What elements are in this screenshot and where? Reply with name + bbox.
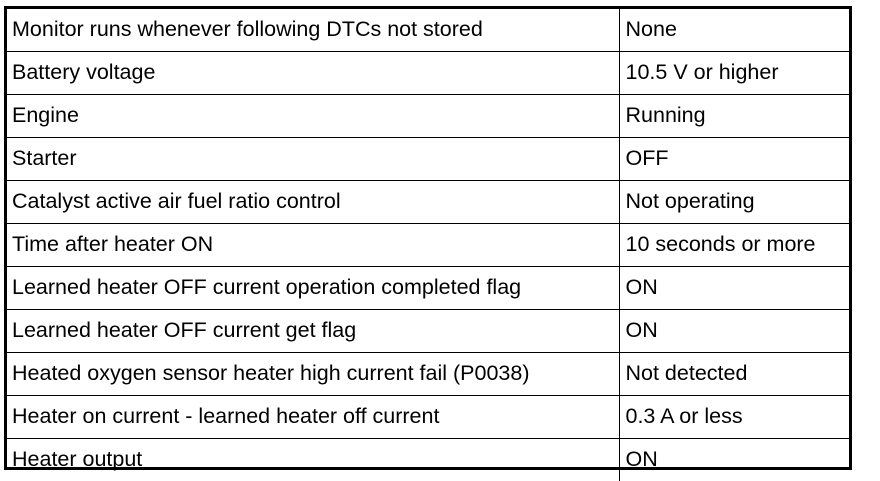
value-cell: Running — [619, 95, 849, 138]
condition-cell: Heater on current - learned heater off current — [7, 396, 619, 439]
value-cell: OFF — [619, 138, 849, 181]
value-cell: ON — [619, 267, 849, 310]
table-row — [7, 310, 849, 353]
table-row — [7, 9, 849, 52]
value-cell: 10 seconds or more — [619, 224, 849, 267]
value-cell: ON — [619, 439, 849, 481]
condition-cell: Time after heater ON — [7, 224, 619, 267]
conditions-table — [4, 6, 852, 470]
table-row — [7, 224, 849, 267]
condition-cell: Engine — [7, 95, 619, 138]
table-row — [7, 52, 849, 95]
table-row — [7, 138, 849, 181]
condition-cell: Heater output — [7, 439, 619, 481]
value-cell: Not detected — [619, 353, 849, 396]
table-row — [7, 396, 849, 439]
condition-cell: Catalyst active air fuel ratio control — [7, 181, 619, 224]
table-row — [7, 353, 849, 396]
condition-cell: Learned heater OFF current operation completed flag — [7, 267, 619, 310]
value-cell: None — [619, 9, 849, 52]
conditions-table-grid — [7, 9, 849, 481]
table-row — [7, 181, 849, 224]
table-row — [7, 267, 849, 310]
value-cell: 0.3 A or less — [619, 396, 849, 439]
condition-cell: Heated oxygen sensor heater high current fail (P0038) — [7, 353, 619, 396]
condition-cell: Battery voltage — [7, 52, 619, 95]
condition-cell: Monitor runs whenever following DTCs not stored — [7, 9, 619, 52]
table-row — [7, 439, 849, 481]
table-row — [7, 95, 849, 138]
condition-cell: Starter — [7, 138, 619, 181]
value-cell: 10.5 V or higher — [619, 52, 849, 95]
condition-cell: Learned heater OFF current get flag — [7, 310, 619, 353]
value-cell: ON — [619, 310, 849, 353]
value-cell: Not operating — [619, 181, 849, 224]
